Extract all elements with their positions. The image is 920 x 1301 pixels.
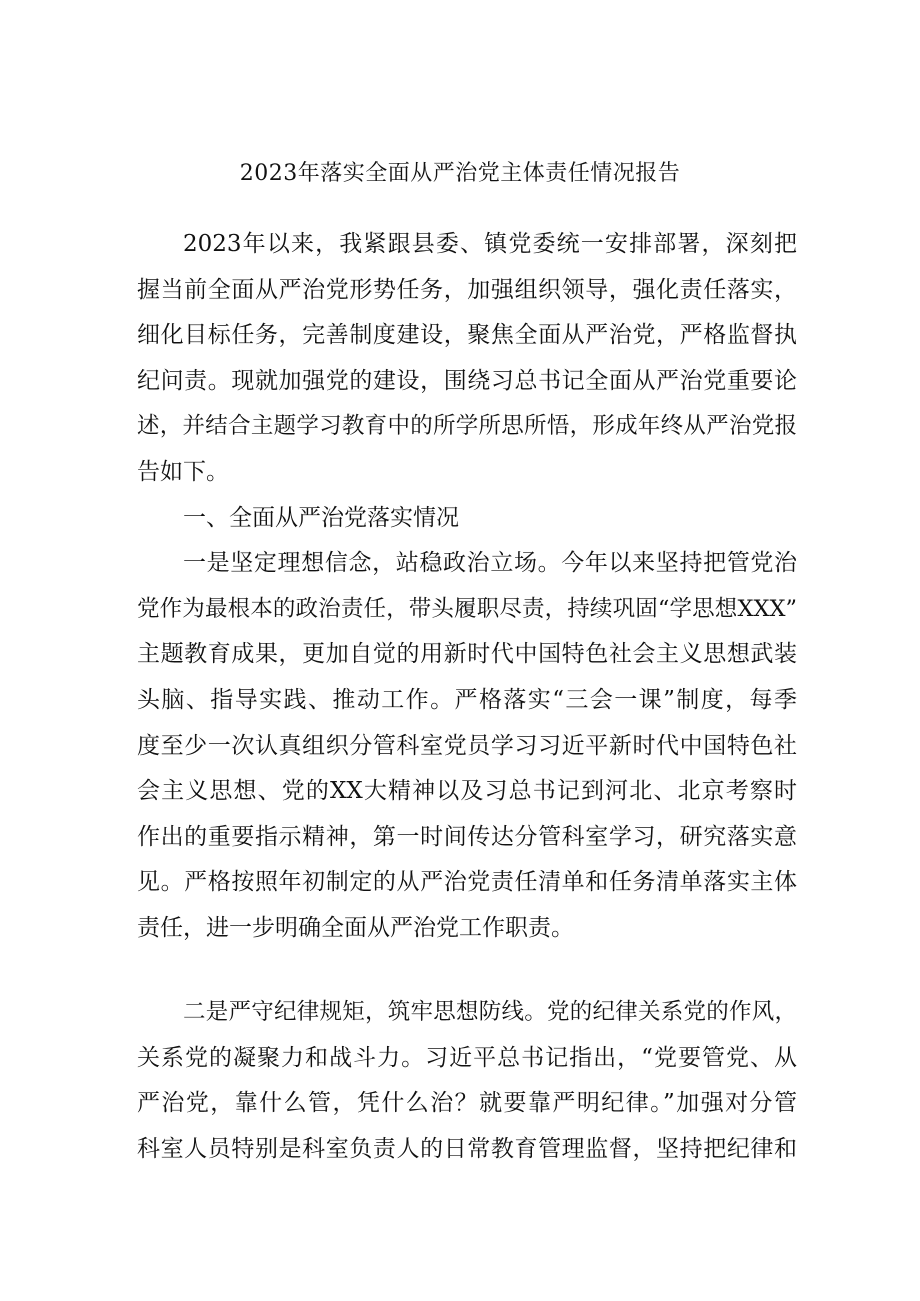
text-line: 述，并结合主题学习教育中的所学所思所悟，形成年终从严治党报 xyxy=(137,413,797,440)
text-line: 严治党，靠什么管，凭什么治？就要靠严明纪律。”加强对分管 xyxy=(137,1090,797,1117)
text-line: 一是坚定理想信念，站稳政治立场。今年以来坚持把管党治 xyxy=(183,550,797,577)
text-line: 主题教育成果，更加自觉的用新时代中国特色社会主义思想武装 xyxy=(137,641,797,668)
paragraph-point-two xyxy=(137,990,797,1172)
section-heading xyxy=(137,496,797,542)
text-line: 党作为最根本的政治责任，带头履职尽责，持续巩固“学思想XXX” xyxy=(137,595,797,622)
text-line: 责任，进一步明确全面从严治党工作职责。 xyxy=(137,914,574,941)
text-line: 握当前全面从严治党形势任务，加强组织领导，强化责任落实， xyxy=(137,276,797,303)
text-line: 2023年以来，我紧跟县委、镇党委统一安排部署，深刻把 xyxy=(183,231,797,257)
document-body xyxy=(137,222,797,952)
text-line: 一、全面从严治党落实情况 xyxy=(183,504,459,531)
text-line: 关系党的凝聚力和战斗力。习近平总书记指出，“党要管党、从 xyxy=(137,1044,797,1071)
text-line: 科室人员特别是科室负责人的日常教育管理监督，坚持把纪律和 xyxy=(137,1135,797,1162)
paragraph-intro xyxy=(137,222,797,496)
text-line: 会主义思想、党的XX大精神以及习总书记到河北、北京考察时 xyxy=(137,778,797,805)
text-line: 告如下。 xyxy=(137,458,229,485)
text-line: 度至少一次认真组织分管科室党员学习习近平新时代中国特色社 xyxy=(137,732,797,759)
paragraph-point-one xyxy=(137,541,797,951)
text-line: 二是严守纪律规矩，筑牢思想防线。党的纪律关系党的作风， xyxy=(183,999,797,1025)
text-line: 头脑、指导实践、推动工作。严格落实“三会一课”制度，每季 xyxy=(137,686,797,713)
text-line: 作出的重要指示精神，第一时间传达分管科室学习，研究落实意 xyxy=(137,823,797,850)
text-line: 细化目标任务，完善制度建设，聚焦全面从严治党，严格监督执 xyxy=(137,322,797,349)
document-body-continued xyxy=(137,990,797,1172)
text-line: 见。严格按照年初制定的从严治党责任清单和任务清单落实主体 xyxy=(137,869,797,896)
document-title: 2023年落实全面从严治党主体责任情况报告 xyxy=(239,161,681,186)
text-line: 纪问责。现就加强党的建设，围绕习总书记全面从严治党重要论 xyxy=(137,367,797,394)
